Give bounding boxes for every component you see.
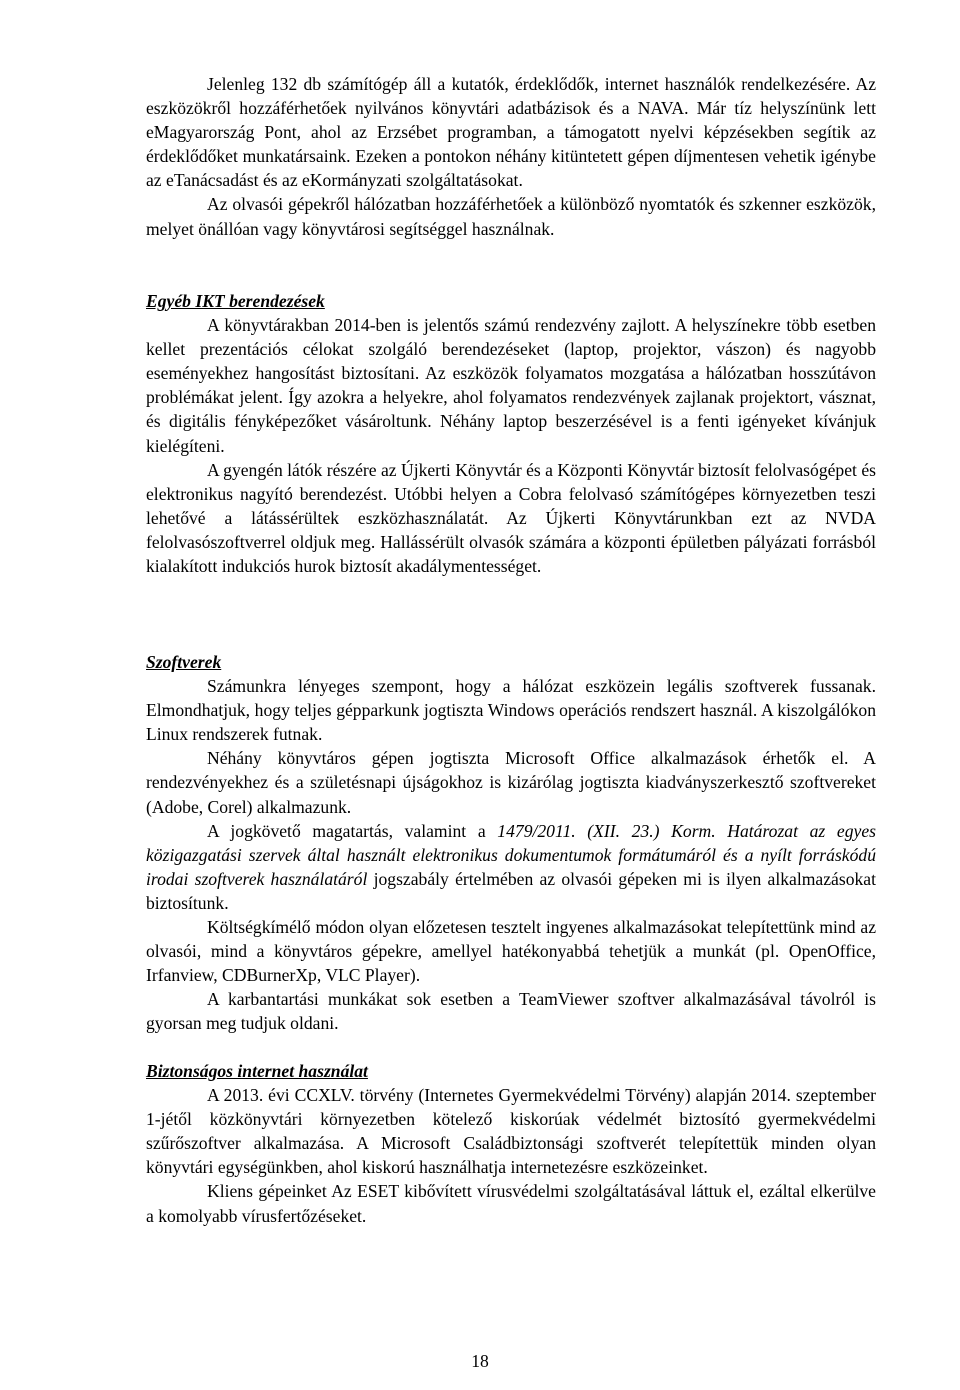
intro-paragraph-1: Jelenleg 132 db számítógép áll a kutatók, érdeklődők, internet használók rendelkezésére. Az eszközökről hozzáférhetőek nyilvános könyvtári adatbázisok és a NAVA. Már tíz helyszínünk lett eMagyarország Pont, ahol az Erzsébet programban, a támogatott nyelvi képzésekben segítik az érdeklődőket munkatársaink. Ezeken a pontokon néhány kitüntetett gépen díjmentesen vehetik igénybe az eTanácsadást és az eKormányzati szolgáltatásokat. [146, 74, 876, 191]
szoftverek-section [146, 650, 876, 1036]
internet-paragraph-2: Kliens gépeinket Az ESET kibővített vírusvédelmi szolgáltatásával láttuk el, ezáltal elkerülve a komolyabb vírusfertőzéseket. [146, 1181, 876, 1226]
intro-section [146, 72, 876, 241]
page-number: 18 [471, 1351, 489, 1371]
intro-paragraph-2: Az olvasói gépekről hálózatban hozzáférhetőek a különböző nyomtatók és szkenner eszközök, melyet önállóan vagy könyvtárosi segítséggel használnak. [146, 194, 876, 239]
ikt-paragraph-2: A gyengén látók részére az Újkerti Könyvtár és a Központi Könyvtár biztosít felolvasógépet és elektronikus nagyító berendezést. Utóbbi helyen a Cobra felolvasó számítógépes környezetben teszi lehetővé a látássérültek eszközhasználatát. Az Újkerti Könyvtárunkban ezt az NVDA felolvasószoftverrel oldjuk meg. Hallássérült olvasók számára a központi épületben pályázati forrásból kialakított indukciós hurok biztosít akadálymentességet. [146, 459, 876, 577]
szoftverek-paragraph-2: Néhány könyvtáros gépen jogtiszta Microsoft Office alkalmazások érhetők el. A rendezvényekhez és a születésnapi újságokhoz is kizárólag jogtiszta kiadványszerkesztő szoftvereket (Adobe, Corel) alkalmazunk. [146, 748, 876, 817]
szoftverek-paragraph-4: Költségkímélő módon olyan előzetesen tesztelt ingyenes alkalmazásokat telepítettünk mind az olvasói, mind a könyvtáros gépekre, amellyel hatékonyabbá tehetjük a munkát (pl. OpenOffice, Irfanview, CDBurnerXp, VLC Player). [146, 917, 876, 986]
szoftverek-heading: Szoftverek [146, 652, 222, 672]
ikt-section [146, 289, 876, 578]
internet-paragraph-1: A 2013. évi CCXLV. törvény (Internetes Gyermekvédelmi Törvény) alapján 2014. szeptember 1-jétől közkönyvtári környezetben kötelező kiskorúak védelmét biztosító gyermekvédelmi szűrőszoftver alkalmazása. A Microsoft Családbiztonsági szoftverét telepítettük minden olyan könyvtári egységünkben, ahol kiskorú használhatja internetezésre eszközeinket. [146, 1085, 876, 1178]
internet-heading: Biztonságos internet használat [146, 1061, 368, 1081]
szoftverek-paragraph-1: Számunkra lényeges szempont, hogy a hálózat eszközein legális szoftverek fussanak. Elmondhatjuk, hogy teljes gépparkunk jogtiszta Windows operációs rendszert használ. A kiszolgálókon Linux rendszerek futnak. [146, 676, 876, 745]
ikt-heading: Egyéb IKT berendezések [146, 291, 325, 311]
szoftverek-paragraph-3-lead: A jogkövető magatartás, valamint a [207, 820, 498, 841]
szoftverek-regulation-title: 1479/2011. (XII. 23.) Korm. Határozat az egyes közigazgatási szervek által használt elektronikus dokumentumok formátumáról és a nyílt forráskódú irodai szoftverek használatáról [146, 820, 876, 889]
szoftverek-paragraph-3-tail: jogszabály értelmében az olvasói gépeken mi is ilyen alkalmazásokat biztosítunk. [146, 868, 876, 913]
ikt-paragraph-1: A könyvtárakban 2014-ben is jelentős számú rendezvény zajlott. A helyszínekre több esetben kellet prezentációs célokat szolgáló berendezéseket (laptop, projektor, vászon) és nagyobb eseményekhez hangosítást biztosítani. Az eszközök folyamatos mozgatása a hálózatban hosszútávon problémákat jelent. Így azokra a helyekre, ahol folyamatos rendezvények zajlanak projektort, vásznat, és digitális fényképezőket vásároltunk. Néhány laptop beszerzésével is a fenti igényeket kívánjuk kielégíteni. [146, 315, 876, 456]
szoftverek-paragraph-3 [146, 819, 876, 915]
internet-section [146, 1059, 876, 1228]
szoftverek-paragraph-5: A karbantartási munkákat sok esetben a TeamViewer szoftver alkalmazásával távolról is gyorsan meg tudjuk oldani. [146, 989, 876, 1034]
